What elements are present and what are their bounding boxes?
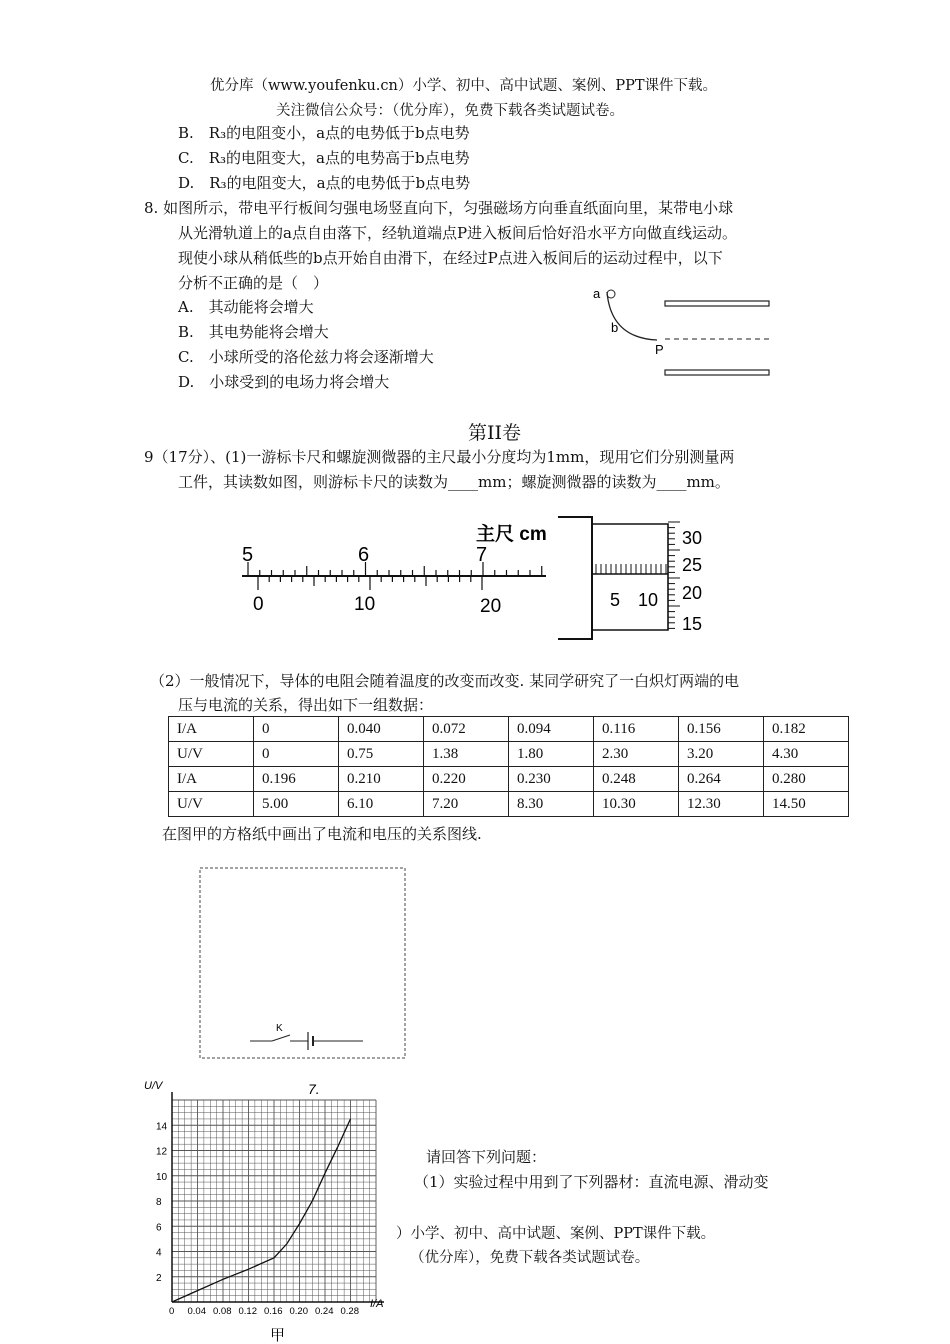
y-tick-label: 4 <box>156 1247 162 1259</box>
table-cell: 0 <box>254 717 339 742</box>
y-tick-label: 6 <box>156 1222 162 1234</box>
main-scale-ticks <box>248 562 542 576</box>
table-cell: 3.20 <box>679 742 764 767</box>
x-tick-label: 0.08 <box>213 1306 232 1317</box>
y-tick-label: 10 <box>156 1171 168 1183</box>
q8-stem-line-2: 从光滑轨道上的a点自由落下，经轨道端点P进入板间后恰好沿水平方向做直线运动。 <box>178 224 738 242</box>
q8-stem-line-3: 现使小球从稍低些的b点开始自由滑下，在经过P点进入板间后的运动过程中，以下 <box>178 249 723 267</box>
micrometer <box>556 514 716 644</box>
sleeve-tick-5: 5 <box>610 590 621 610</box>
q8-stem-line-4: 分析不正确的是（ ） <box>178 274 329 292</box>
q8-option-c: C. 小球所受的洛伦兹力将会逐渐增大 <box>178 348 434 366</box>
table-row <box>169 717 849 742</box>
x-tick-label: 0.24 <box>315 1306 334 1317</box>
vernier-tick-0: 0 <box>253 594 264 615</box>
q8-option-d: D. 小球受到的电场力将会增大 <box>178 373 390 391</box>
table-cell: 0.230 <box>509 767 594 792</box>
q9-stem-line-2: 工件，其读数如图，则游标卡尺的读数为____mm；螺旋测微器的读数为____mm。 <box>178 473 730 491</box>
micrometer-frame <box>558 517 592 639</box>
q7-option-d: D. R₃的电阻变大，a点的电势低于b点电势 <box>178 174 471 192</box>
table-row <box>169 767 849 792</box>
table-cell: 0.094 <box>509 717 594 742</box>
q9-part2-line-2: 压与电流的关系，得出如下一组数据： <box>178 696 434 714</box>
table-cell: 0.182 <box>764 717 849 742</box>
footer-line-2: （优分库），免费下载各类试题试卷。 <box>410 1250 650 1266</box>
table-cell: 5.00 <box>254 792 339 817</box>
y-tick-label: 8 <box>156 1197 162 1208</box>
table-cell: U/V <box>169 792 254 817</box>
table-cell: 0 <box>254 742 339 767</box>
table-cell: 0.210 <box>339 767 424 792</box>
data-table <box>168 716 849 817</box>
y-tick-label: 12 <box>156 1146 168 1158</box>
thimble-tick-25: 25 <box>682 555 703 575</box>
table-row <box>169 742 849 767</box>
switch-label: K <box>276 1023 283 1034</box>
table-cell: 10.30 <box>594 792 679 817</box>
label-b: b <box>611 320 619 335</box>
table-cell: 4.30 <box>764 742 849 767</box>
label-p: P <box>655 342 664 357</box>
table-cell: 0.196 <box>254 767 339 792</box>
table-cell: 0.116 <box>594 717 679 742</box>
iu-chart <box>140 1076 395 1344</box>
x-tick-label: 0.04 <box>187 1306 206 1317</box>
table-row <box>169 792 849 817</box>
main-tick-7: 7 <box>476 544 488 566</box>
table-cell: 2.30 <box>594 742 679 767</box>
table-cell: 1.38 <box>424 742 509 767</box>
table-cell: 7.20 <box>424 792 509 817</box>
q8-option-b: B. 其电势能将会增大 <box>178 323 329 341</box>
lower-plate <box>665 370 769 375</box>
table-cell: 0.280 <box>764 767 849 792</box>
q8-figure <box>585 282 780 382</box>
chart-caption: 甲 <box>270 1327 286 1344</box>
main-tick-5: 5 <box>242 544 254 566</box>
table-cell: 1.80 <box>509 742 594 767</box>
y-tick-label: 2 <box>156 1272 162 1284</box>
circuit-box <box>198 866 408 1060</box>
thimble-tick-15: 15 <box>682 614 703 634</box>
x-tick-label: 0.20 <box>289 1306 308 1317</box>
y-tick-labels <box>156 1121 168 1284</box>
table-cell: 0.264 <box>679 767 764 792</box>
footer-line-1: ）小学、初中、高中试题、案例、PPT课件下载。 <box>396 1226 716 1242</box>
upper-plate <box>665 301 769 306</box>
table-cell: 0.248 <box>594 767 679 792</box>
x-tick-label: 0 <box>169 1306 175 1317</box>
table-cell: U/V <box>169 742 254 767</box>
header-line-1: 优分库（www.youfenku.cn）小学、初中、高中试题、案例、PPT课件下载。 <box>210 78 718 94</box>
chart-title: 7. <box>308 1081 320 1097</box>
ball <box>607 290 615 298</box>
table-cell: 0.072 <box>424 717 509 742</box>
vernier-scale-ticks <box>258 576 482 590</box>
questions-intro: 请回答下列问题： <box>426 1148 547 1166</box>
q9-after-table: 在图甲的方格纸中画出了电流和电压的关系图线. <box>162 825 482 843</box>
y-axis-label: U/V <box>144 1080 163 1092</box>
vernier-tick-20: 20 <box>480 596 502 617</box>
table-cell: 14.50 <box>764 792 849 817</box>
table-cell: 0.156 <box>679 717 764 742</box>
q7-option-b: B. R₃的电阻变小，a点的电势低于b点电势 <box>178 124 470 142</box>
x-tick-labels <box>169 1306 359 1317</box>
q8-stem-line-1: 8. 如图所示，带电平行板间匀强电场竖直向下，匀强磁场方向垂直纸面向里，某带电小球 <box>144 199 734 217</box>
x-tick-label: 0.28 <box>340 1306 359 1317</box>
header-line-2: 关注微信公众号：（优分库），免费下载各类试题试卷。 <box>276 103 624 119</box>
table-cell: 0.220 <box>424 767 509 792</box>
sleeve-tick-10: 10 <box>638 590 659 610</box>
vernier-caliper <box>236 514 556 624</box>
table-cell: 8.30 <box>509 792 594 817</box>
table-cell: 0.75 <box>339 742 424 767</box>
thimble-ticks <box>668 522 680 628</box>
table-cell: 0.040 <box>339 717 424 742</box>
y-tick-label: 14 <box>156 1121 168 1133</box>
table-cell: 12.30 <box>679 792 764 817</box>
main-tick-6: 6 <box>358 544 370 566</box>
x-tick-label: 0.12 <box>238 1306 257 1317</box>
switch-k <box>272 1035 290 1041</box>
x-tick-label: 0.16 <box>264 1306 283 1317</box>
micrometer-thimble <box>592 524 668 630</box>
question-1: （1）实验过程中用到了下列器材：直流电源、滑动变 <box>414 1173 769 1191</box>
q9-stem-line-1: 9（17分）、(1)一游标卡尺和螺旋测微器的主尺最小分度均为1mm，现用它们分别测量两 <box>144 448 735 466</box>
thimble-tick-20: 20 <box>682 583 703 603</box>
circuit-dashed-frame <box>200 868 405 1058</box>
x-axis-label: I/A <box>370 1298 384 1310</box>
section-title: 第II卷 <box>468 422 522 444</box>
sleeve-ticks <box>596 564 666 574</box>
q8-option-a: A. 其动能将会增大 <box>178 298 314 316</box>
vernier-tick-10: 10 <box>354 594 376 615</box>
caliper-main-label: 主尺 cm <box>476 524 547 545</box>
q9-part2-line-1: （2）一般情况下，导体的电阻会随着温度的改变而改变. 某同学研究了一白炽灯两端的电 <box>150 672 740 690</box>
q7-option-c: C. R₃的电阻变大，a点的电势高于b点电势 <box>178 149 470 167</box>
table-cell: I/A <box>169 717 254 742</box>
label-a: a <box>593 286 601 301</box>
table-cell: 6.10 <box>339 792 424 817</box>
thimble-tick-30: 30 <box>682 528 703 548</box>
table-cell: I/A <box>169 767 254 792</box>
